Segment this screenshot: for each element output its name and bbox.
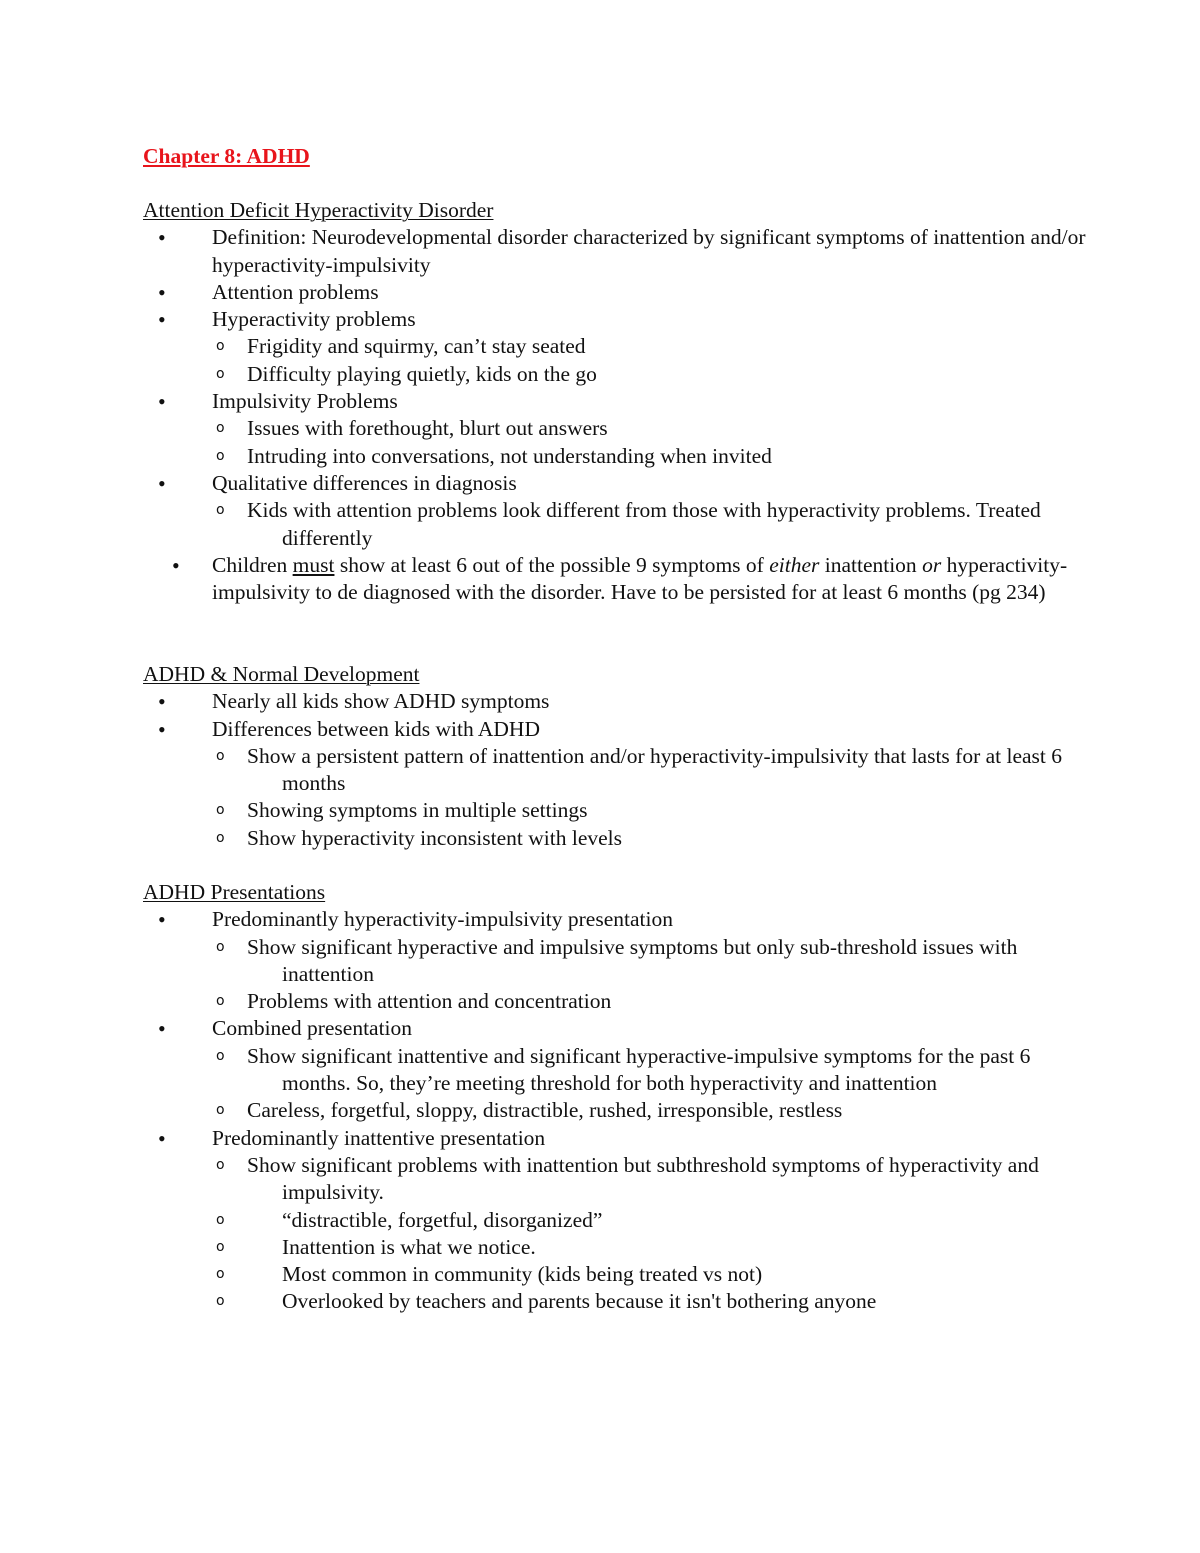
list-item-text: Attention problems (212, 279, 379, 304)
sub-bullet-icon: o (216, 447, 225, 464)
bullet-icon: • (158, 279, 166, 305)
emphasis-italic: either (769, 552, 820, 577)
bullet-icon: • (158, 1016, 166, 1042)
section-heading: ADHD Presentations (143, 880, 326, 904)
bullet-icon: • (158, 1125, 166, 1151)
list-item-text: Hyperactivity problems (212, 307, 416, 332)
list-item-text: Kids with attention problems look different from those with hyperactivity problems. Treated differently (247, 498, 1041, 550)
list-item (143, 716, 1103, 743)
sub-list-item (143, 1207, 1103, 1234)
section-normal-development (143, 661, 1103, 852)
sub-bullet-icon: o (216, 938, 225, 955)
sub-list-item (143, 797, 1103, 824)
list-item (143, 906, 1103, 933)
bullet-icon: • (158, 907, 166, 933)
sub-bullet-icon: o (216, 338, 225, 355)
sub-bullet-icon: o (216, 1211, 225, 1228)
sub-bullet-icon: o (216, 747, 225, 764)
list-item-text: Predominantly hyperactivity-impulsivity presentation (212, 907, 673, 932)
text-run: hyperactivity-impulsivity to de diagnosed with the disorder. Have to be persisted for at least 6 months (pg 234) (212, 552, 1068, 605)
list-item-text: Difficulty playing quietly, kids on the go (247, 361, 597, 386)
sub-bullet-icon: o (216, 993, 225, 1010)
bullet-icon: • (158, 470, 166, 496)
list-item-text: Combined presentation (212, 1016, 413, 1041)
list-item-text: Qualitative differences in diagnosis (212, 470, 517, 495)
list-item-text: Nearly all kids show ADHD symptoms (212, 689, 550, 714)
list-item-text: Issues with forethought, blurt out answers (247, 416, 608, 441)
sub-list-item (143, 1234, 1103, 1261)
section-heading: ADHD & Normal Development (143, 662, 420, 686)
sub-bullet-icon: o (216, 502, 225, 519)
sub-bullet-icon: o (216, 1238, 225, 1255)
list-item (143, 388, 1103, 415)
sub-bullet-icon: o (216, 829, 225, 846)
sub-list-item (143, 825, 1103, 852)
list-item (143, 1015, 1103, 1042)
sub-list-item (143, 988, 1103, 1015)
section-heading: Attention Deficit Hyperactivity Disorder (143, 198, 494, 222)
list-item-text: Show hyperactivity inconsistent with levels (247, 825, 623, 850)
list-item-text: Definition: Neurodevelopmental disorder characterized by significant symptoms of inattention and/or hyperactivity-impulsivity (212, 225, 1086, 277)
list-item (143, 552, 1103, 607)
list-item-text (212, 553, 1067, 604)
bullet-icon: • (172, 552, 180, 578)
list-item-text: Show a persistent pattern of inattention and/or hyperactivity-impulsivity that lasts for at least 6 months (247, 743, 1063, 796)
list-item-text: Show significant inattentive and significant hyperactive-impulsive symptoms for the past 6 months. So, they’re meeting threshold for both hyperactivity and inattention (247, 1043, 1031, 1096)
list-item-text: Most common in community (kids being treated vs not) (282, 1262, 763, 1287)
text-run: Children (212, 552, 293, 577)
bullet-icon: • (158, 389, 166, 415)
sub-bullet-icon: o (216, 1156, 225, 1173)
sub-bullet-icon: o (216, 1047, 225, 1064)
list-item-text: Intruding into conversations, not understanding when invited (247, 443, 772, 468)
list-item-text: Frigidity and squirmy, can’t stay seated (247, 334, 586, 359)
list-item-text: Impulsivity Problems (212, 389, 398, 414)
page-title: Chapter 8: ADHD (143, 144, 310, 168)
emphasis-underline: must (292, 552, 335, 577)
text-run: inattention (819, 552, 923, 577)
bullet-icon: • (158, 689, 166, 715)
list-item-text: Careless, forgetful, sloppy, distractible, rushed, irresponsible, restless (247, 1098, 843, 1123)
list-item-text: Show significant problems with inattention but subthreshold symptoms of hyperactivity and impulsivity. (247, 1152, 1039, 1205)
sub-list-item (143, 934, 1103, 989)
bullet-icon: • (158, 716, 166, 742)
list-item-text: Show significant hyperactive and impulsive symptoms but only sub-threshold issues with inattention (247, 934, 1018, 986)
sub-list-item (143, 1261, 1103, 1288)
sub-list-item (143, 443, 1103, 470)
bullet-icon: • (158, 307, 166, 333)
sub-bullet-icon: o (216, 1102, 225, 1119)
list-item-text: Inattention is what we notice. (282, 1234, 536, 1259)
bullet-icon: • (158, 225, 166, 251)
section-presentations (143, 879, 1103, 1316)
text-run: show at least 6 out of the possible 9 symptoms of (334, 552, 770, 577)
section-adhd-definition (143, 197, 1103, 606)
sub-list-item (143, 333, 1103, 360)
sub-bullet-icon: o (216, 1293, 225, 1310)
emphasis-italic: or (922, 552, 942, 577)
list-item (143, 306, 1103, 333)
sub-bullet-icon: o (216, 802, 225, 819)
sub-list-item (143, 415, 1103, 442)
sub-list-item (143, 1152, 1103, 1207)
list-item (143, 470, 1103, 497)
sub-list-item (143, 497, 1103, 552)
sub-list-item (143, 1043, 1103, 1098)
list-item-text: “distractible, forgetful, disorganized” (282, 1207, 603, 1232)
list-item-text: Showing symptoms in multiple settings (247, 798, 588, 823)
sub-bullet-icon: o (216, 365, 225, 382)
list-item-text: Differences between kids with ADHD (212, 716, 540, 741)
sub-list-item (143, 743, 1103, 798)
list-item (143, 688, 1103, 715)
list-item (143, 224, 1103, 279)
sub-bullet-icon: o (216, 1266, 225, 1283)
list-item-text: Overlooked by teachers and parents because it isn't bothering anyone (282, 1289, 877, 1314)
sub-list-item (143, 1097, 1103, 1124)
sub-list-item (143, 361, 1103, 388)
sub-list-item (143, 1288, 1103, 1315)
sub-bullet-icon: o (216, 420, 225, 437)
list-item (143, 279, 1103, 306)
list-item-text: Predominantly inattentive presentation (212, 1125, 546, 1150)
list-item (143, 1125, 1103, 1152)
list-item-text: Problems with attention and concentration (247, 989, 612, 1014)
